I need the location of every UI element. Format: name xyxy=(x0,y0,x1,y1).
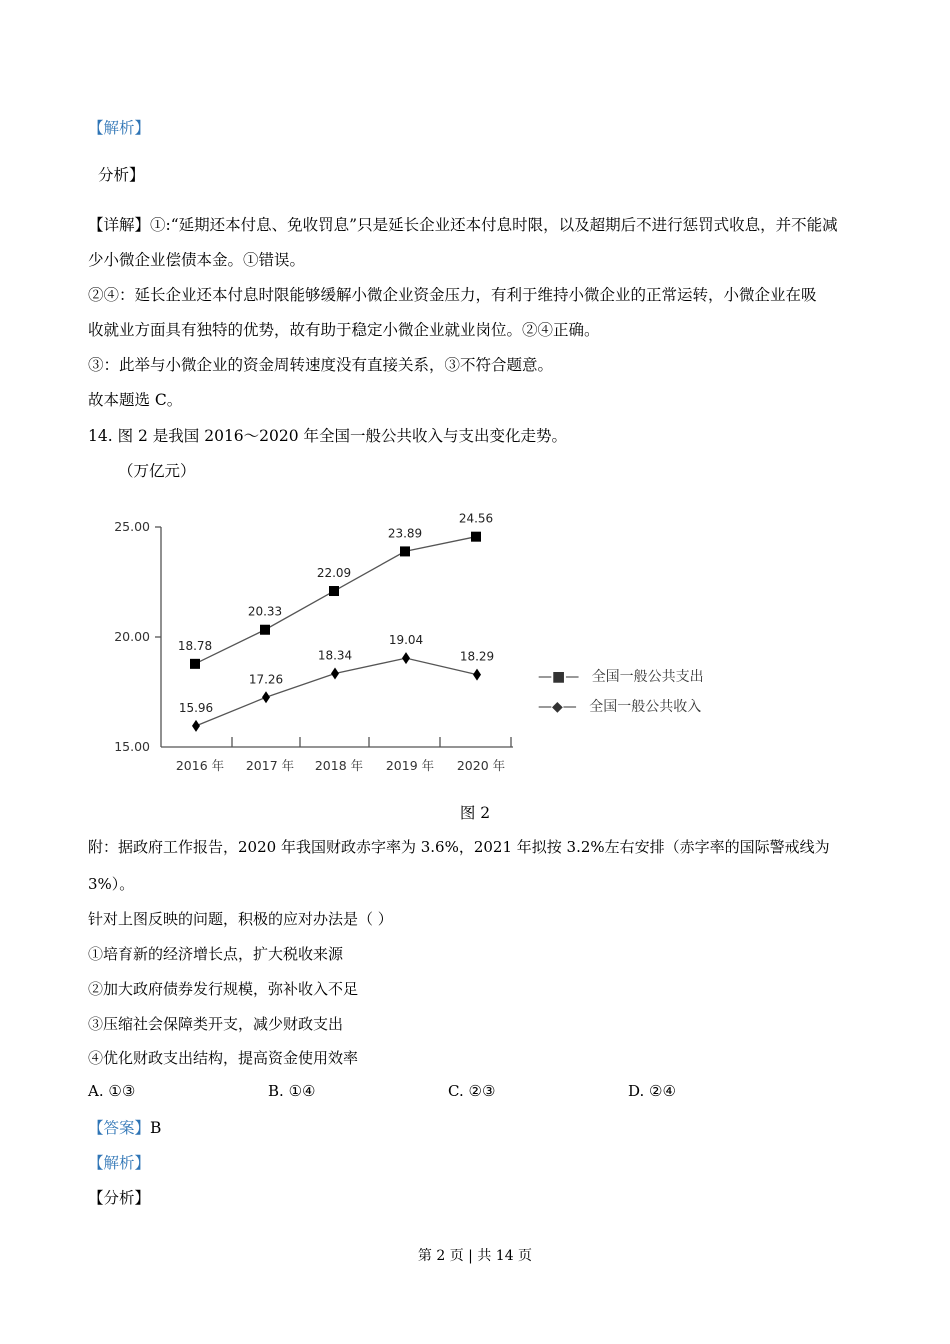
svg-text:15.00: 15.00 xyxy=(114,739,150,754)
note-line-2: 3%）。 xyxy=(88,875,135,893)
page-footer: 第 2 页 | 共 14 页 xyxy=(417,1248,533,1264)
statement-4: ④优化财政支出结构，提高资金使用效率 xyxy=(88,1049,359,1067)
detail-line-3: ②④：延长企业还本付息时限能够缓解小微企业资金压力，有利于维持小微企业的正常运转，小微企业在吸 xyxy=(88,286,817,304)
jiexi-label-bottom: 【解析】 xyxy=(88,1154,151,1172)
detail-label: 【详解】 xyxy=(88,216,151,234)
fenxi-label: 分析】 xyxy=(98,166,145,184)
svg-text:18.34: 18.34 xyxy=(317,648,353,663)
svg-text:18.29: 18.29 xyxy=(459,649,495,664)
statement-2: ②加大政府债券发行规模，弥补收入不足 xyxy=(88,980,359,998)
svg-text:15.96: 15.96 xyxy=(178,700,214,715)
option-b[interactable]: B. ①④ xyxy=(268,1082,316,1100)
svg-text:20.00: 20.00 xyxy=(114,629,150,644)
detail-line-4: 收就业方面具有独特的优势，故有助于稳定小微企业就业岗位。②④正确。 xyxy=(88,321,600,339)
svg-text:20.33: 20.33 xyxy=(247,604,283,619)
svg-text:2019 年: 2019 年 xyxy=(385,758,435,773)
detail-line-5: ③：此举与小微企业的资金周转速度没有直接关系，③不符合题意。 xyxy=(88,356,554,374)
fenxi-label-bottom: 【分析】 xyxy=(88,1189,151,1207)
svg-text:22.09: 22.09 xyxy=(316,566,352,581)
detail-text: ①:“延期还本付息、免收罚息”只是延长企业还本付息时限，以及超期后不进行惩罚式收息，并不能减 xyxy=(150,216,838,234)
option-a[interactable]: A. ①③ xyxy=(88,1082,136,1100)
detail-line-2: 少小微企业偿债本金。①错误。 xyxy=(88,251,306,269)
legend-revenue: —◆— 全国一般公共收入 xyxy=(538,699,702,715)
line-chart xyxy=(100,500,740,790)
svg-text:25.00: 25.00 xyxy=(114,519,150,534)
detail-line-1 xyxy=(88,213,838,235)
svg-text:23.89: 23.89 xyxy=(387,526,423,541)
question-stem: 14. 图 2 是我国 2016～2020 年全国一般公共收入与支出变化走势。 xyxy=(88,427,568,445)
conclusion: 故本题选 C。 xyxy=(88,391,183,409)
legend-expenditure: —■— 全国一般公共支出 xyxy=(538,669,704,685)
svg-text:2017 年: 2017 年 xyxy=(245,758,295,773)
chart-svg xyxy=(100,500,740,790)
statement-3: ③压缩社会保障类开支，减少财政支出 xyxy=(88,1015,344,1033)
jiexi-label: 【解析】 xyxy=(88,119,151,137)
svg-text:18.78: 18.78 xyxy=(177,638,213,653)
svg-text:2018 年: 2018 年 xyxy=(314,758,364,773)
question-prompt: 针对上图反映的问题，积极的应对办法是（ ） xyxy=(88,910,393,928)
answer-options xyxy=(88,1082,808,1100)
figure-caption: 图 2 xyxy=(459,804,491,822)
diamond-marker-icon: —◆— xyxy=(538,699,577,715)
square-marker-icon: —■— xyxy=(538,669,580,685)
svg-text:17.26: 17.26 xyxy=(248,672,284,687)
answer-value: B xyxy=(150,1119,162,1137)
note-line-1: 附：据政府工作报告，2020 年我国财政赤字率为 3.6%，2021 年拟按 3.2%左右安排（赤字率的国际警戒线为 xyxy=(88,838,830,856)
option-c[interactable]: C. ②③ xyxy=(448,1082,496,1100)
svg-text:2016 年: 2016 年 xyxy=(175,758,225,773)
unit-label: （万亿元） xyxy=(118,462,196,480)
option-d[interactable]: D. ②④ xyxy=(628,1082,676,1100)
svg-text:24.56: 24.56 xyxy=(458,511,494,526)
svg-text:2020 年: 2020 年 xyxy=(456,758,506,773)
svg-text:19.04: 19.04 xyxy=(388,633,424,648)
answer-label: 【答案】 xyxy=(88,1119,151,1137)
answer-row xyxy=(88,1116,161,1138)
statement-1: ①培育新的经济增长点，扩大税收来源 xyxy=(88,945,344,963)
